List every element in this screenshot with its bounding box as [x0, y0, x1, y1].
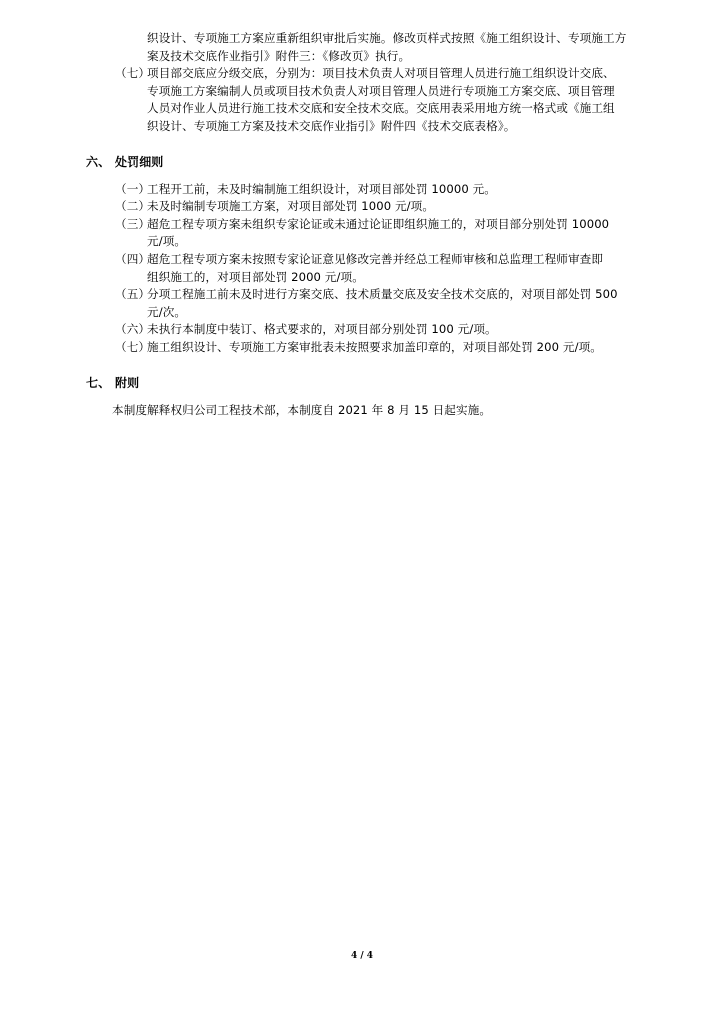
section-heading	[86, 374, 661, 392]
item-text: 未及时编制专项施工方案，对项目部处罚 1000 元/项。	[147, 199, 435, 214]
list-item	[86, 181, 661, 199]
item-number: （七）	[115, 66, 151, 81]
list-item	[86, 198, 661, 216]
item-number: （四）	[115, 251, 151, 266]
item-text: 施工组织设计、专项施工方案审批表未按照要求加盖印章的，对项目部处罚 200 元/项。	[147, 339, 602, 354]
item-text: 工程开工前，未及时编制施工组织设计，对项目部处罚 10000 元。	[147, 181, 496, 196]
item-text: 未执行本制度中装订、格式要求的，对项目部分别处罚 100 元/项。	[147, 322, 497, 337]
item-number: （三）	[115, 216, 151, 231]
text-line: 织设计、专项施工方案及技术交底作业指引》附件四《技术交底表格》。	[147, 118, 516, 133]
list-item	[86, 251, 661, 269]
document-body	[86, 30, 661, 419]
list-item	[86, 339, 661, 357]
item-continuation: 元/项。	[147, 234, 187, 249]
closing-paragraph: 本制度解释权归公司工程技术部，本制度自 2021 年 8 月 15 日起实施。	[112, 402, 492, 417]
item-text: 项目部交底应分级交底，分别为：项目技术负责人对项目管理人员进行施工组织设计交底、	[147, 66, 615, 81]
section-title: 处罚细则	[115, 154, 164, 169]
continuation-paragraph	[86, 30, 661, 65]
item-continuation: 元/次。	[147, 304, 187, 319]
item-number: （七）	[115, 339, 151, 354]
list-item	[86, 65, 661, 83]
section-list	[86, 181, 661, 357]
list-item	[86, 216, 661, 234]
section-title: 附则	[115, 375, 140, 390]
text-line: 专项施工方案编制人员或项目技术负责人对项目管理人员进行专项施工方案交底、项目管理	[147, 83, 615, 98]
item-number: （五）	[115, 287, 151, 302]
text-line: 人员对作业人员进行施工技术交底和安全技术交底。交底用表采用地方统一格式或《施工组	[147, 101, 615, 116]
item-number: （一）	[115, 181, 151, 196]
item-continuation: 组织施工的，对项目部处罚 2000 元/项。	[147, 269, 364, 284]
item-text: 分项工程施工前未及时进行方案交底、技术质量交底及安全技术交底的，对项目部处罚 500	[147, 287, 618, 302]
text-line: 织设计、专项施工方案应重新组织审批后实施。修改页样式按照《施工组织设计、专项施工方	[147, 31, 627, 45]
item-text: 超危工程专项方案未按照专家论证意见修改完善并经总工程师审核和总监理工程师审查即	[147, 251, 604, 266]
item-number: （二）	[115, 199, 151, 214]
item-number: （六）	[115, 322, 151, 337]
text-line: 案及技术交底作业指引》附件三：《修改页》执行。	[147, 48, 411, 63]
page-number: 4 / 4	[350, 951, 374, 961]
list-item	[86, 321, 661, 339]
section-number: 六、	[86, 154, 111, 169]
item-text: 超危工程专项方案未组织专家论证或未通过论证即组织施工的，对项目部分别处罚 10000	[147, 216, 610, 231]
list-item	[86, 286, 661, 304]
item-continuation	[86, 83, 661, 136]
section-number: 七、	[86, 375, 111, 390]
section-heading	[86, 153, 661, 171]
